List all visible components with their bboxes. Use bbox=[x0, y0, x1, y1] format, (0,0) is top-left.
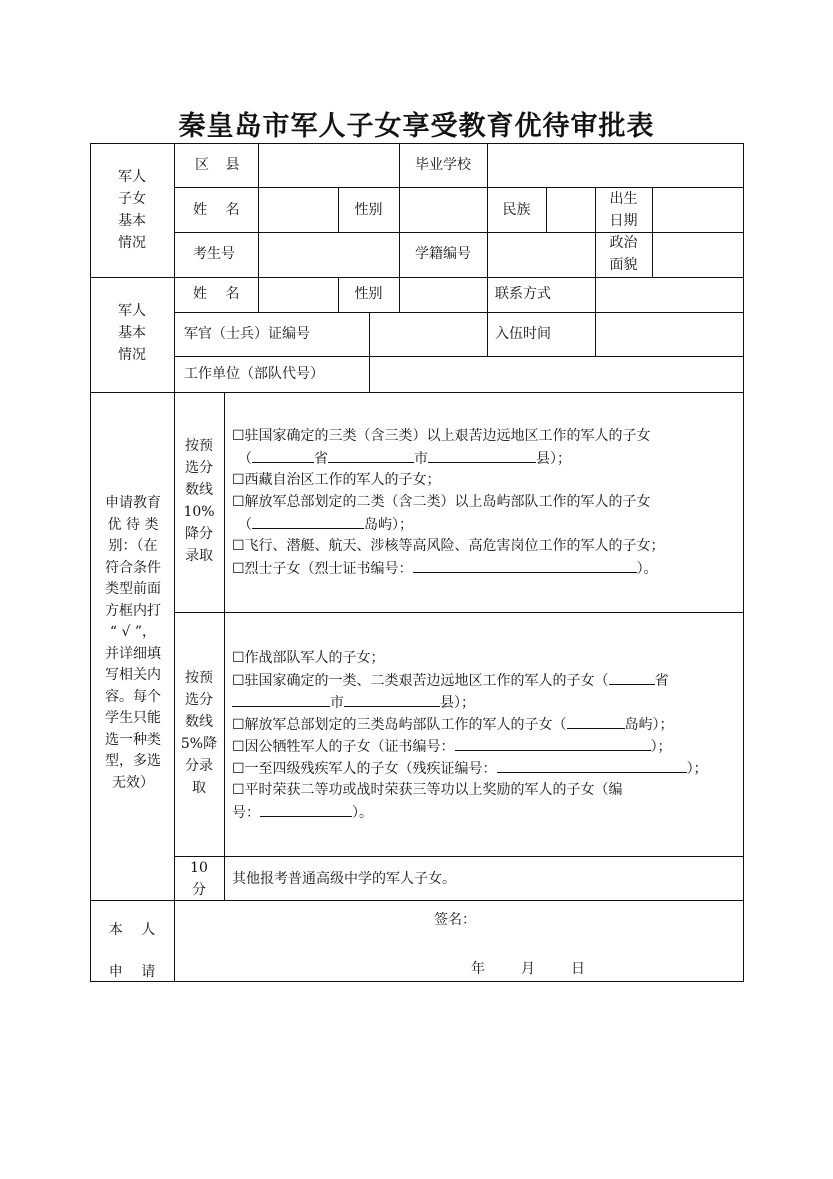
group2-option-merit-number: 号： ）。 bbox=[232, 801, 373, 824]
applicant-section-label: 本 人 申 请 bbox=[108, 922, 156, 980]
group1-option-martyr[interactable]: ☐烈士子女（烈士证书编号： ）。 bbox=[232, 557, 658, 580]
enlist-time-label: 入伍时间 bbox=[495, 326, 551, 342]
province-blank[interactable] bbox=[252, 447, 314, 463]
page-title: 秦皇岛市军人子女享受教育优待审批表 bbox=[178, 111, 655, 142]
work-unit-label: 工作单位（部队代号） bbox=[184, 366, 324, 382]
rule bbox=[174, 356, 744, 357]
rule bbox=[90, 392, 744, 393]
political-status-label: 政治 面貌 bbox=[609, 235, 638, 273]
rule bbox=[90, 143, 744, 144]
soldier-section-label: 军人 基本 情况 bbox=[118, 303, 146, 363]
disability-cert-blank[interactable] bbox=[497, 757, 687, 773]
group3-label: 10 分 bbox=[190, 860, 208, 898]
rule bbox=[224, 392, 225, 900]
group1-label: 按预 选分 数线 10% 降分 录取 bbox=[183, 438, 215, 564]
city-blank[interactable] bbox=[328, 447, 414, 463]
province-blank[interactable] bbox=[609, 669, 655, 685]
group2-option-disabled[interactable]: ☐一至四级残疾军人的子女（残疾证编号： ）； bbox=[232, 757, 708, 780]
group2-option-merit[interactable]: ☐平时荣获二等功或战时荣获三等功以上奖励的军人的子女（编 bbox=[232, 782, 623, 798]
group2-option-remote-area-location: 市 县）； bbox=[232, 691, 475, 714]
rule bbox=[487, 277, 488, 356]
rule bbox=[399, 187, 400, 232]
rule bbox=[90, 143, 91, 982]
child-name-label: 姓 名 bbox=[193, 202, 240, 218]
rule bbox=[399, 277, 400, 312]
group1-option-island-name: （ 岛屿）； bbox=[238, 513, 413, 536]
ethnicity-label: 民族 bbox=[502, 202, 531, 218]
rule bbox=[90, 981, 744, 982]
rule bbox=[174, 187, 744, 188]
rule bbox=[546, 187, 547, 232]
group2-option-combat[interactable]: ☐作战部队军人的子女； bbox=[232, 650, 385, 666]
rule bbox=[487, 143, 488, 187]
child-section-label: 军人 子女 基本 情况 bbox=[118, 169, 146, 251]
rule bbox=[369, 312, 370, 392]
rule bbox=[174, 232, 744, 233]
rule bbox=[487, 232, 488, 277]
rule bbox=[174, 856, 744, 857]
group1-option-high-risk[interactable]: ☐飞行、潜艇、航天、涉核等高风险、高危害岗位工作的军人的子女； bbox=[232, 538, 665, 554]
merit-number-blank[interactable] bbox=[260, 801, 352, 817]
district-label: 区 县 bbox=[195, 157, 240, 173]
graduate-school-label: 毕业学校 bbox=[415, 157, 471, 173]
county-blank[interactable] bbox=[344, 691, 440, 707]
rule bbox=[258, 277, 259, 312]
rule bbox=[743, 143, 744, 982]
group1-option-tibet[interactable]: ☐西藏自治区工作的军人的子女； bbox=[232, 472, 441, 488]
rule bbox=[595, 277, 596, 356]
group1-option-remote-area-location: （ 省 市 县）； bbox=[238, 447, 571, 470]
rule bbox=[174, 612, 744, 613]
group2-option-remote-area[interactable]: ☐驻国家确定的一类、二类艰苦边远地区工作的军人的子女（ 省 bbox=[232, 669, 669, 692]
contact-label: 联系方式 bbox=[495, 286, 551, 302]
city-blank[interactable] bbox=[232, 691, 330, 707]
rule bbox=[652, 187, 653, 277]
group3-option-other[interactable]: 其他报考普通高级中学的军人子女。 bbox=[232, 871, 456, 887]
rule bbox=[90, 277, 744, 278]
cert-number-blank[interactable] bbox=[455, 735, 651, 751]
group2-label: 按预 选分 数线 5%降 分录 取 bbox=[180, 670, 218, 796]
soldier-name-label: 姓 名 bbox=[193, 286, 240, 302]
group1-option-remote-area[interactable]: ☐驻国家确定的三类（含三类）以上艰苦边远地区工作的军人的子女 bbox=[232, 428, 651, 444]
birth-date-label: 出生 日期 bbox=[609, 191, 638, 229]
county-blank[interactable] bbox=[428, 447, 536, 463]
martyr-cert-blank[interactable] bbox=[413, 557, 637, 573]
signature-label[interactable]: 签名： bbox=[434, 912, 476, 928]
group2-option-island[interactable]: ☐解放军总部划定的三类岛屿部队工作的军人的子女（ 岛屿）； bbox=[232, 713, 674, 736]
island-blank[interactable] bbox=[567, 713, 625, 729]
rule bbox=[258, 143, 259, 277]
cert-number-label: 军官（士兵）证编号 bbox=[184, 326, 310, 342]
approval-form bbox=[90, 143, 744, 982]
island-blank[interactable] bbox=[252, 513, 364, 529]
date-month-label: 月 bbox=[521, 961, 535, 977]
student-number-label: 学籍编号 bbox=[415, 246, 471, 262]
rule bbox=[174, 312, 744, 313]
date-year-label: 年 bbox=[471, 961, 485, 977]
group1-option-island[interactable]: ☐解放军总部划定的二类（含二类）以上岛屿部队工作的军人的子女 bbox=[232, 494, 651, 510]
date-day-label: 日 bbox=[571, 961, 585, 977]
child-gender-label: 性别 bbox=[354, 202, 383, 218]
exam-number-label: 考生号 bbox=[193, 246, 235, 262]
soldier-gender-label: 性别 bbox=[354, 286, 383, 302]
category-section-label: 申请教育 优 待 类 别：（在 符合条件 类型前面 方框内打 “ √ ”， 并详细填 写相关内 容。每个 学生只能 选一种类 型，多选 无效） bbox=[105, 495, 161, 791]
group2-option-died-on-duty[interactable]: ☐因公牺牲军人的子女（证书编号： ）； bbox=[232, 735, 672, 758]
